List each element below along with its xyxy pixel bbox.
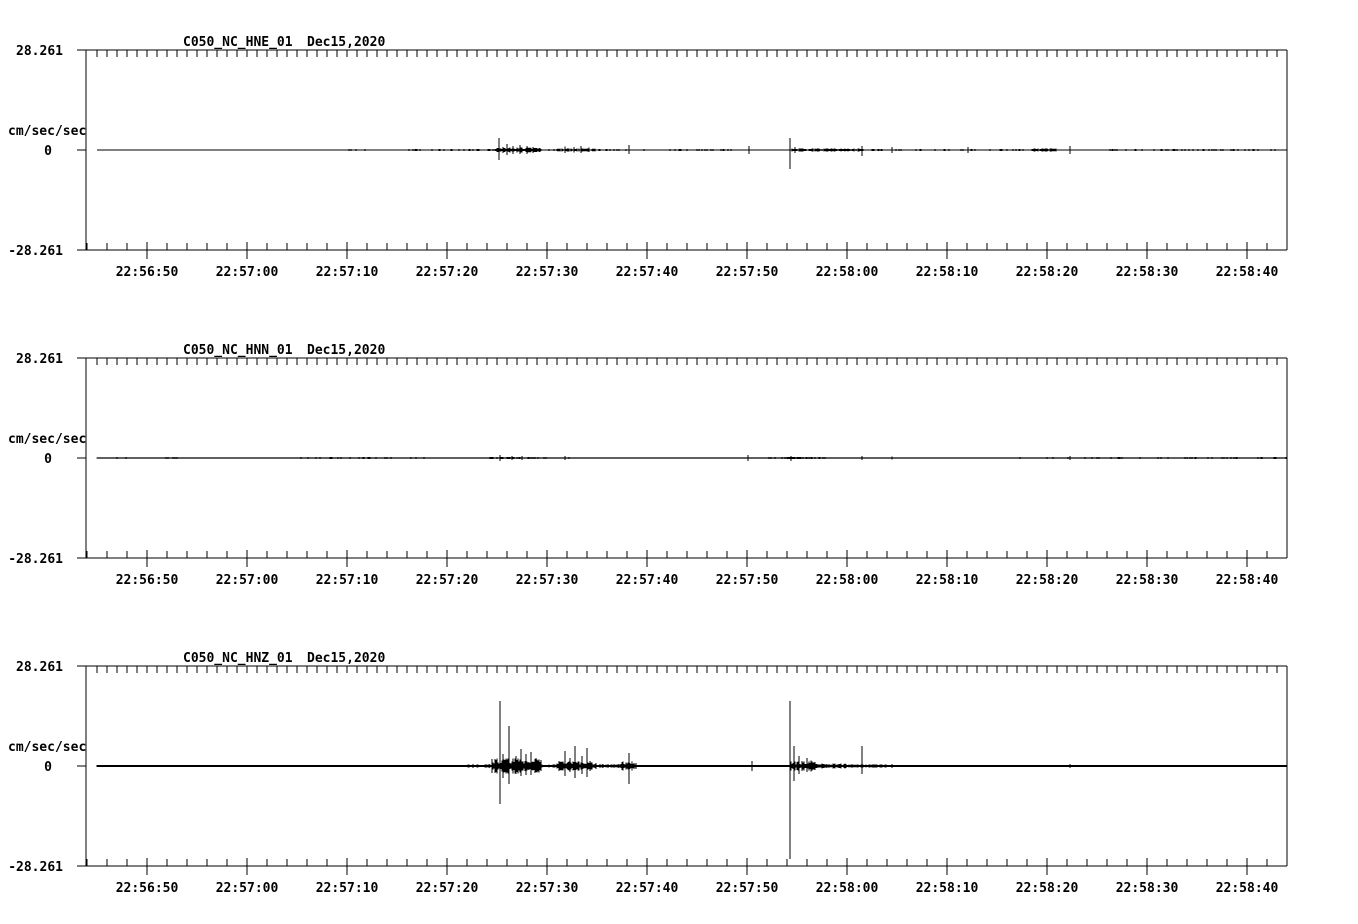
x-tick-label: 22:57:30	[515, 881, 579, 896]
trace-noise-HNE	[349, 147, 1275, 153]
x-tick-label: 22:57:10	[315, 265, 379, 280]
x-tick-label: 22:57:40	[615, 881, 679, 896]
x-tick-label: 22:58:10	[915, 265, 979, 280]
y-unit-label: cm/sec/sec	[8, 124, 87, 139]
y-unit-label: cm/sec/sec	[8, 432, 87, 447]
x-tick-label: 22:58:20	[1015, 573, 1079, 588]
x-tick-label: 22:58:30	[1115, 573, 1179, 588]
x-tick-label: 22:57:20	[415, 573, 479, 588]
x-tick-label: 22:57:30	[515, 265, 579, 280]
axis-box	[77, 358, 1287, 567]
x-tick-label: 22:57:10	[315, 573, 379, 588]
y-zero-label: 0	[44, 144, 52, 159]
x-tick-label: 22:57:20	[415, 881, 479, 896]
x-tick-label: 22:58:20	[1015, 265, 1079, 280]
y-min-label: -28.261	[8, 244, 63, 259]
x-tick-label: 22:58:00	[815, 573, 879, 588]
x-tick-label: 22:58:20	[1015, 881, 1079, 896]
x-tick-label: 22:58:00	[815, 265, 879, 280]
x-tick-label: 22:58:10	[915, 881, 979, 896]
y-min-label: -28.261	[8, 860, 63, 875]
panel-HNN	[8, 343, 1287, 588]
y-min-label: -28.261	[8, 552, 63, 567]
x-tick-label: 22:57:50	[715, 265, 779, 280]
x-tick-label: 22:57:00	[215, 265, 279, 280]
panel-title: C050_NC_HNN_01	[183, 343, 293, 358]
panel-HNE	[8, 35, 1287, 280]
y-max-label: 28.261	[16, 660, 63, 675]
panel-HNZ	[8, 651, 1287, 896]
x-tick-label: 22:58:00	[815, 881, 879, 896]
axis-box	[77, 666, 1287, 875]
x-tick-label: 22:57:00	[215, 881, 279, 896]
x-tick-label: 22:58:10	[915, 573, 979, 588]
axis-box	[77, 50, 1287, 259]
trace-spikes-HNE	[499, 138, 1070, 169]
x-tick-label: 22:57:50	[715, 881, 779, 896]
x-tick-label: 22:57:10	[315, 881, 379, 896]
x-tick-label: 22:58:30	[1115, 265, 1179, 280]
x-tick-label: 22:58:40	[1215, 881, 1279, 896]
panel-date: Dec15,2020	[307, 651, 386, 666]
y-unit-label: cm/sec/sec	[8, 740, 87, 755]
x-tick-label: 22:57:30	[515, 573, 579, 588]
x-tick-label: 22:56:50	[115, 265, 179, 280]
x-tick-label: 22:58:40	[1215, 573, 1279, 588]
trace-spikes-HNZ	[500, 701, 1070, 859]
x-tick-label: 22:57:00	[215, 573, 279, 588]
panel-title: C050_NC_HNZ_01	[183, 651, 293, 666]
x-tick-label: 22:57:40	[615, 265, 679, 280]
panel-date: Dec15,2020	[307, 35, 386, 50]
x-tick-label: 22:58:40	[1215, 265, 1279, 280]
x-tick-label: 22:56:50	[115, 573, 179, 588]
y-zero-label: 0	[44, 452, 52, 467]
y-zero-label: 0	[44, 760, 52, 775]
panel-title: C050_NC_HNE_01	[183, 35, 293, 50]
panel-date: Dec15,2020	[307, 343, 386, 358]
y-max-label: 28.261	[16, 352, 63, 367]
x-tick-label: 22:57:50	[715, 573, 779, 588]
x-tick-label: 22:57:40	[615, 573, 679, 588]
y-max-label: 28.261	[16, 44, 63, 59]
x-tick-label: 22:57:20	[415, 265, 479, 280]
x-tick-label: 22:56:50	[115, 881, 179, 896]
x-tick-label: 22:58:30	[1115, 881, 1179, 896]
